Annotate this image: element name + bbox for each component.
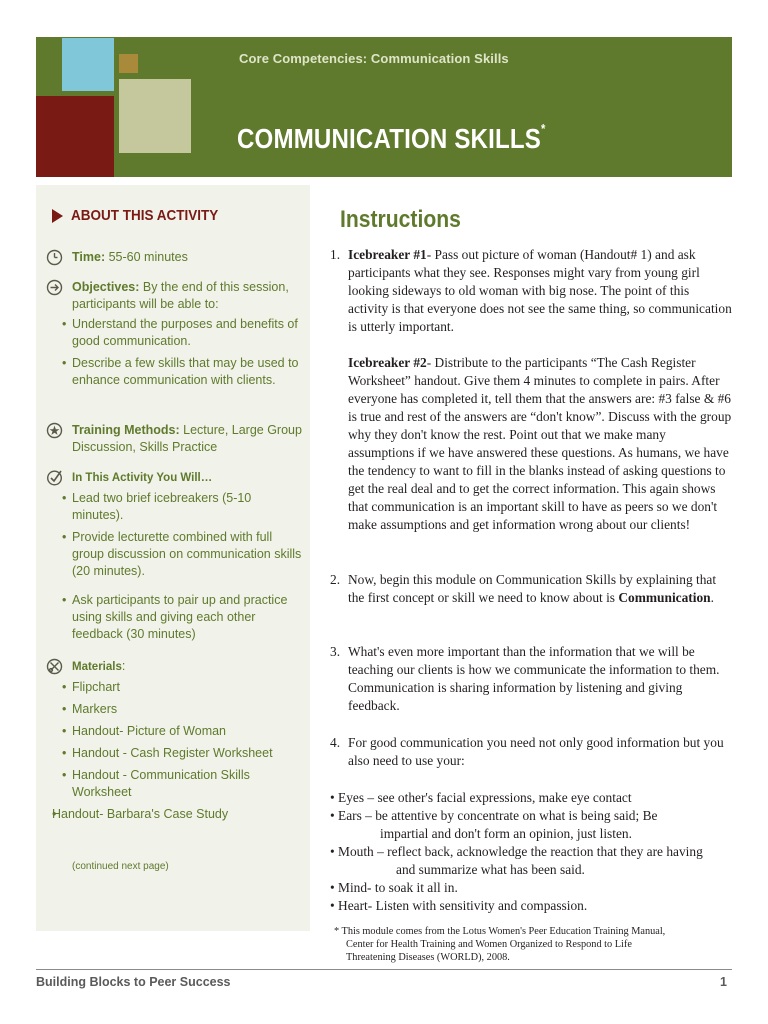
step-2-period: . xyxy=(710,590,714,605)
list-item: • Mind- to soak it all in. xyxy=(330,880,458,895)
time-label: Time: xyxy=(72,250,106,264)
activity-list xyxy=(62,490,302,643)
continued-note: (continued next page) xyxy=(72,861,169,872)
checkmark-circle-icon xyxy=(46,469,63,486)
instruction-step-2 xyxy=(330,571,730,607)
step-number: 1. xyxy=(330,247,341,262)
icebreaker-2-label: Icebreaker #2 xyxy=(348,355,427,370)
list-item: • Mouth – reflect back, acknowledge the reaction that they are having xyxy=(330,844,703,859)
decor-square-maroon xyxy=(36,96,114,177)
list-item-continuation: impartial and don't form an opinion, just listen. xyxy=(380,826,632,841)
step-3-text: What's even more important than the information that we will be teaching our clients is how we communicate the information to them. Communication is sharing information by listening and giving feedback. xyxy=(348,644,720,713)
objectives-label: Objectives: xyxy=(72,280,140,294)
list-item: • Lead two brief icebreakers (5-10 minutes). xyxy=(62,490,302,524)
page-title xyxy=(237,123,545,155)
training-methods-section xyxy=(46,422,302,456)
step-number: 2. xyxy=(330,572,341,587)
footnote-line: Threatening Diseases (WORLD), 2008. xyxy=(346,952,510,963)
star-circle-icon xyxy=(46,422,63,439)
header-subtitle: Core Competencies: Communication Skills xyxy=(239,51,509,66)
instruction-step-4 xyxy=(330,734,730,770)
step-2-text: Now, begin this module on Communication Skills by explaining that the first concept or skill we need to know about is xyxy=(348,572,717,605)
activity-label: In This Activity You Will… xyxy=(72,472,213,484)
senses-list xyxy=(330,789,740,915)
activity-sidebar xyxy=(36,185,310,931)
footer-divider xyxy=(36,969,732,970)
list-item: • Eyes – see other's facial expressions, make eye contact xyxy=(330,790,632,805)
objectives-list xyxy=(62,316,302,389)
decor-square-sage xyxy=(119,79,191,153)
instructions-heading: Instructions xyxy=(340,206,461,233)
materials-section xyxy=(46,658,302,828)
about-heading xyxy=(52,207,235,224)
list-item: • Ears – be attentive by concentrate on what is being said; Be xyxy=(330,808,658,823)
decor-square-cyan xyxy=(62,38,114,91)
list-item: • Ask participants to pair up and practice using skills and giving each other feedback (30 minutes) xyxy=(62,592,302,643)
training-label: Training Methods: xyxy=(72,423,180,437)
icebreaker-2-text: - Distribute to the participants “The Cash Register Worksheet” handout. Give them 4 minutes to complete in pairs. After everyone has completed it, tell them that the answers are: #3 false & #6 is true and rest of the answers are “don't know”. Discuss with the group why they don't know the rest. Point out that we make many assumptions if we have answered these questions. As humans, we have the tendency to want to fill in the blanks instead of asking questions to get the real deal and to get the correct information. This again shows that communication is an important skill to have as peers so we don't make assumptions and get information wrong about our clients! xyxy=(348,355,732,532)
list-item: • Handout- Barbara's Case Study xyxy=(52,806,302,823)
list-item: • Describe a few skills that may be used to enhance communication with clients. xyxy=(62,355,302,389)
icebreaker-1-label: Icebreaker #1 xyxy=(348,247,427,262)
materials-colon: : xyxy=(121,659,126,673)
list-item: • Understand the purposes and benefits of good communication. xyxy=(62,316,302,350)
communication-term: Communication xyxy=(618,590,711,605)
footer-title: Building Blocks to Peer Success xyxy=(36,975,231,989)
footnote-line: Center for Health Training and Women Organized to Respond to Life xyxy=(346,939,632,950)
list-item: • Flipchart xyxy=(62,679,302,696)
scissors-circle-icon xyxy=(46,658,63,675)
list-item: • Markers xyxy=(62,701,302,718)
footnote-line: * This module comes from the Lotus Women's Peer Education Training Manual, xyxy=(334,926,666,937)
about-heading-label: ABOUT THIS ACTIVITY xyxy=(71,207,219,224)
list-item: • Handout - Communication Skills Worksheet xyxy=(62,767,302,801)
step-4-text: For good communication you need not only good information but you also need to use your: xyxy=(348,735,724,768)
training-value: Lecture, Large Group Discussion, Skills Practice xyxy=(72,423,302,454)
page-title-text: COMMUNICATION SKILLS xyxy=(237,123,541,154)
materials-list xyxy=(52,679,302,823)
list-item: • Handout - Cash Register Worksheet xyxy=(62,745,302,762)
icebreaker-1-text: - Pass out picture of woman (Handout# 1) and ask participants what they see. Responses might vary from young girl looking sideways to old woman with big nose. The point of this activity is that everyone does not see the same thing, so communication is utterly important. xyxy=(348,247,732,334)
materials-label: Materials xyxy=(72,661,122,673)
title-footnote-mark: * xyxy=(540,121,546,136)
list-item: • Heart- Listen with sensitivity and compassion. xyxy=(330,898,588,913)
triangle-arrow-icon xyxy=(52,209,63,223)
clock-icon xyxy=(46,249,63,266)
list-item-continuation: and summarize what has been said. xyxy=(396,862,585,877)
time-value: 55-60 minutes xyxy=(108,250,188,264)
objectives-section xyxy=(46,279,302,394)
objectives-intro: By the end of this session, participants will be able to: xyxy=(72,280,289,311)
header-banner xyxy=(36,37,732,177)
time-section xyxy=(46,249,302,266)
instruction-step-1 xyxy=(330,246,732,534)
step-number: 4. xyxy=(330,735,341,750)
page-number: 1 xyxy=(720,975,727,989)
step-number: 3. xyxy=(330,644,341,659)
list-item: • Provide lecturette combined with full group discussion on communication skills (20 minutes). xyxy=(62,529,302,580)
arrow-circle-icon xyxy=(46,279,63,296)
instruction-step-3 xyxy=(330,643,730,715)
activity-section xyxy=(46,469,302,648)
list-item: • Handout- Picture of Woman xyxy=(62,723,302,740)
decor-square-gold xyxy=(119,54,138,73)
footnote xyxy=(334,925,714,964)
